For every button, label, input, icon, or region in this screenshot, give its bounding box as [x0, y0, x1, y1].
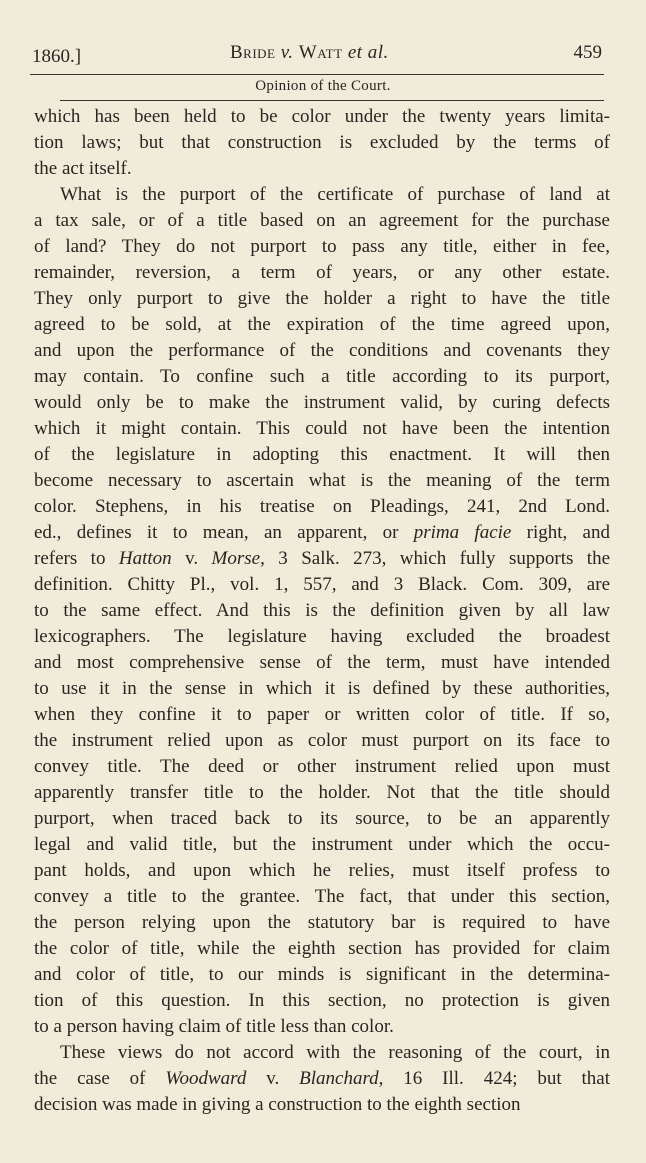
- text-segment: refers to: [34, 548, 119, 569]
- text-segment: right, and: [511, 522, 610, 543]
- text-segment: color. Stephens, in his treatise on Pleadings, 241, 2nd Lond.: [34, 496, 610, 517]
- text-segment: remainder, reversion, a term of years, or any other estate.: [34, 262, 610, 283]
- text-segment: v.: [171, 548, 212, 569]
- text-line: [34, 806, 610, 832]
- text-segment: the color of title, while the eighth section has provided for claim: [34, 938, 610, 959]
- text-segment: pant holds, and upon which he relies, must itself profess to: [34, 860, 610, 881]
- text-line: [34, 650, 610, 676]
- text-line: [34, 1066, 610, 1092]
- text-segment: v.: [246, 1068, 300, 1089]
- text-line: [34, 624, 610, 650]
- text-segment: of the legislature in adopting this enactment. It will then: [34, 444, 610, 465]
- case-name: Morse: [211, 548, 261, 569]
- text-segment: decision was made in giving a construction to the eighth section: [34, 1094, 521, 1115]
- text-segment: when they confine it to paper or written color of title. If so,: [34, 704, 610, 725]
- text-segment: definition. Chitty Pl., vol. 1, 557, and 3 Black. Com. 309, are: [34, 574, 610, 595]
- text-line: [34, 858, 610, 884]
- text-segment: of land? They do not purport to pass any title, either in fee,: [34, 236, 610, 257]
- text-segment: to a person having claim of title less than color.: [34, 1016, 394, 1037]
- text-line: [34, 754, 610, 780]
- text-segment: ed., defines it to mean, an apparent, or: [34, 522, 414, 543]
- text-segment: These views do not accord with the reasoning of the court, in: [60, 1042, 610, 1063]
- case-name: Hatton: [118, 548, 172, 569]
- text-segment: agreed to be sold, at the expiration of the time agreed upon,: [34, 314, 610, 335]
- text-segment: the case of: [34, 1068, 166, 1089]
- text-line: [34, 702, 610, 728]
- text-line: [34, 260, 610, 286]
- text-segment: would only be to make the instrument valid, by curing defects: [34, 392, 610, 413]
- text-line: [34, 104, 610, 130]
- case-name: Woodward: [165, 1068, 247, 1089]
- text-segment: to the same effect. And this is the definition given by all law: [34, 600, 610, 621]
- text-segment: convey title. The deed or other instrument relied upon must: [34, 756, 610, 777]
- text-line: [34, 676, 610, 702]
- text-segment: convey a title to the grantee. The fact, that under this section,: [34, 886, 610, 907]
- text-line: [34, 312, 610, 338]
- text-segment: , 16 Ill. 424; but that: [378, 1068, 611, 1089]
- text-segment: legal and valid title, but the instrument under which the occu-: [34, 834, 610, 855]
- section-subheader: Opinion of the Court.: [255, 78, 391, 94]
- case-title: [230, 42, 389, 64]
- text-segment: What is the purport of the certificate of purchase of land at: [60, 184, 610, 205]
- text-line: [34, 208, 610, 234]
- text-segment: They only purport to give the holder a right to have the title: [34, 288, 610, 309]
- text-line: [34, 936, 610, 962]
- text-segment: tion laws; but that construction is excluded by the terms of: [34, 132, 610, 153]
- text-segment: apparently transfer title to the holder. Not that the title should: [34, 782, 610, 803]
- text-line: [34, 442, 610, 468]
- text-line: [34, 884, 610, 910]
- text-line: [34, 130, 610, 156]
- text-line: [34, 988, 610, 1014]
- running-header: [30, 42, 604, 68]
- case-party-1: Bride: [230, 42, 276, 63]
- text-line: [34, 182, 610, 208]
- text-line: [34, 156, 610, 182]
- text-line: [34, 286, 610, 312]
- text-line: [34, 728, 610, 754]
- case-versus: v.: [280, 42, 294, 63]
- text-line: [34, 1014, 610, 1040]
- text-segment: the instrument relied upon as color must purport on its face to: [34, 730, 610, 751]
- text-segment: the act itself.: [34, 158, 132, 179]
- text-line: [34, 364, 610, 390]
- page-number: 459: [573, 42, 602, 63]
- header-rule: [30, 74, 604, 75]
- text-segment: may contain. To confine such a title according to its purport,: [34, 366, 610, 387]
- text-line: [34, 494, 610, 520]
- text-line: [34, 572, 610, 598]
- text-line: [34, 780, 610, 806]
- text-segment: become necessary to ascertain what is the meaning of the term: [34, 470, 610, 491]
- text-line: [34, 520, 610, 546]
- case-etal: et al.: [347, 42, 389, 63]
- text-line: [34, 598, 610, 624]
- header-year: 1860.]: [32, 46, 82, 67]
- text-segment: the person relying upon the statutory bar is required to have: [34, 912, 610, 933]
- text-line: [34, 390, 610, 416]
- text-line: [34, 962, 610, 988]
- text-segment: purport, when traced back to its source, to be an apparently: [34, 808, 610, 829]
- text-segment: lexicographers. The legislature having excluded the broadest: [34, 626, 610, 647]
- text-line: [34, 832, 610, 858]
- text-segment: to use it in the sense in which it is defined by these authorities,: [34, 678, 610, 699]
- text-line: [34, 416, 610, 442]
- text-segment: which has been held to be color under the twenty years limita-: [34, 106, 610, 127]
- text-segment: , 3 Salk. 273, which fully supports the: [260, 548, 610, 569]
- text-segment: and color of title, to our minds is significant in the determina-: [34, 964, 610, 985]
- text-line: [34, 1040, 610, 1066]
- case-name: Blanchard: [299, 1068, 379, 1089]
- text-segment: tion of this question. In this section, no protection is given: [34, 990, 610, 1011]
- text-line: [34, 910, 610, 936]
- text-line: [34, 338, 610, 364]
- case-party-2: Watt: [298, 42, 343, 63]
- text-line: [34, 234, 610, 260]
- text-segment: and upon the performance of the conditions and covenants they: [34, 340, 610, 361]
- case-name: prima facie: [413, 522, 512, 543]
- text-segment: which it might contain. This could not have been the intention: [34, 418, 610, 439]
- text-segment: and most comprehensive sense of the term, must have intended: [34, 652, 610, 673]
- text-line: [34, 468, 610, 494]
- text-segment: a tax sale, or of a title based on an agreement for the purchase: [34, 210, 610, 231]
- text-line: [34, 1092, 610, 1118]
- text-line: [34, 546, 610, 572]
- opinion-text: [34, 104, 610, 1118]
- subheader-rule: [60, 100, 604, 101]
